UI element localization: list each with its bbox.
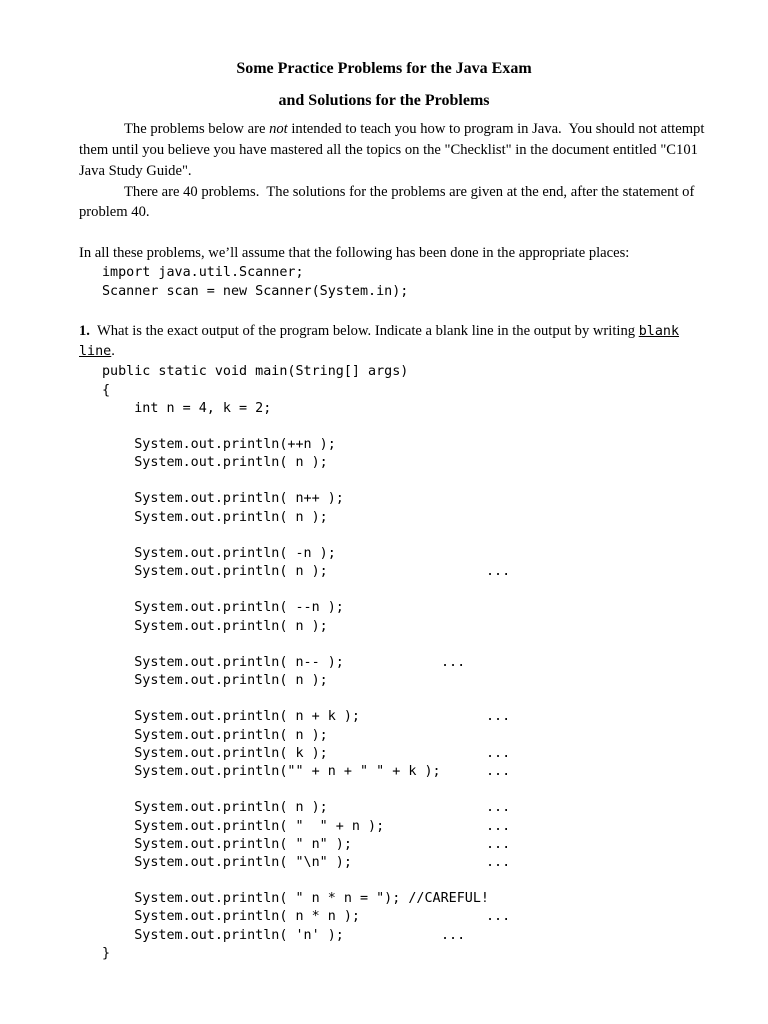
intro-line-4: There are 40 problems. The solutions for the problems are given at the end, after the statement of	[124, 184, 695, 200]
answer-blank: ...	[486, 764, 511, 779]
answer-blank: ...	[441, 655, 466, 670]
code-word-blank: blank	[638, 324, 680, 339]
answer-blank: ...	[486, 746, 511, 761]
code-line: System.out.println( n );	[102, 800, 328, 815]
code-line: System.out.println( -n );	[102, 546, 336, 561]
code-line: System.out.println( n * n );	[102, 909, 360, 924]
code-line: System.out.println(++n );	[102, 437, 336, 452]
problem-1-question-cont: line.	[79, 343, 115, 359]
intro-line-2: them until you believe you have mastered all the topics on the "Checklist" in the document entitled "C101	[79, 142, 698, 158]
answer-blank: ...	[486, 909, 511, 924]
emphasis-not: not	[269, 121, 288, 137]
problem-number: 1.	[79, 323, 90, 339]
code-line: System.out.println( n );	[102, 728, 328, 743]
code-line: System.out.println( 'n' );	[102, 928, 344, 943]
intro-line-3: Java Study Guide".	[79, 163, 192, 179]
code-line: System.out.println( k );	[102, 746, 328, 761]
intro-line-5: problem 40.	[79, 204, 150, 220]
code-line: System.out.println( n );	[102, 564, 328, 579]
code-line: System.out.println( n + k );	[102, 709, 360, 724]
code-word-line: line	[79, 344, 112, 359]
code-line: int n = 4, k = 2;	[102, 401, 272, 416]
code-line: System.out.println( n );	[102, 673, 328, 688]
code-line: public static void main(String[] args)	[102, 364, 409, 379]
answer-blank: ...	[486, 564, 511, 579]
document-title: Some Practice Problems for the Java Exam	[236, 60, 532, 77]
code-line: System.out.println( n );	[102, 619, 328, 634]
code-line: System.out.println( " " + n );	[102, 819, 385, 834]
code-line: System.out.println( n-- );	[102, 655, 344, 670]
answer-blank: ...	[486, 855, 511, 870]
answer-blank: ...	[486, 709, 511, 724]
answer-blank: ...	[486, 837, 511, 852]
scanner-statement: Scanner scan = new Scanner(System.in);	[102, 284, 409, 299]
code-line: System.out.println( " n" );	[102, 837, 352, 852]
code-line: }	[102, 946, 111, 961]
assumption-text: In all these problems, we’ll assume that the following has been done in the appropriate places:	[79, 245, 630, 261]
code-line: System.out.println( --n );	[102, 600, 344, 615]
intro-line-1: The problems below are not intended to teach you how to program in Java. You should not attempt	[124, 121, 705, 137]
answer-blank: ...	[441, 928, 466, 943]
code-line: System.out.println( "\n" );	[102, 855, 352, 870]
code-line: System.out.println("" + n + " " + k );	[102, 764, 441, 779]
code-line: {	[102, 383, 111, 398]
problem-1-question: 1. What is the exact output of the program below. Indicate a blank line in the output by writing blank	[79, 323, 680, 339]
code-line: System.out.println( n );	[102, 455, 328, 470]
answer-blank: ...	[486, 819, 511, 834]
answer-blank: ...	[486, 800, 511, 815]
code-line: System.out.println( " n * n = "); //CAREFUL!	[102, 891, 489, 906]
code-line: System.out.println( n );	[102, 510, 328, 525]
import-statement: import java.util.Scanner;	[102, 265, 304, 280]
document-subtitle: and Solutions for the Problems	[278, 92, 490, 109]
code-line: System.out.println( n++ );	[102, 491, 344, 506]
